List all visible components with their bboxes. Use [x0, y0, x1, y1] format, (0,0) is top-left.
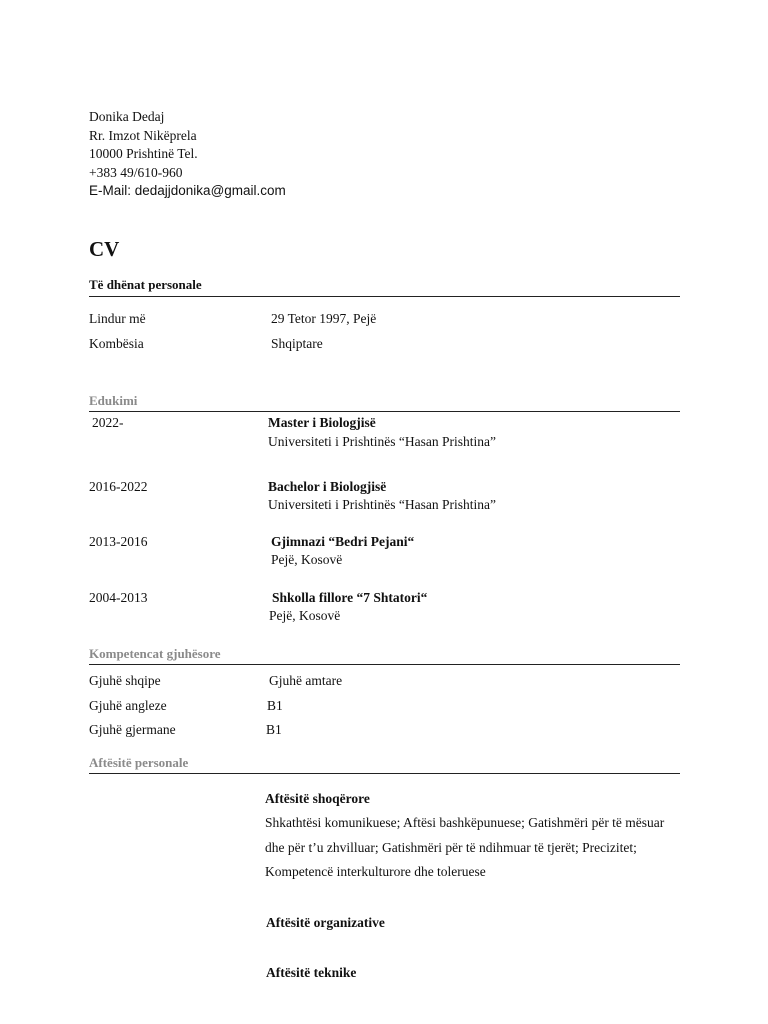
education-degree: Gjimnazi “Bedri Pejani“: [271, 534, 415, 549]
section-title-languages: Kompetencat gjuhësore: [89, 646, 221, 661]
contact-phone: +383 49/610-960: [89, 164, 183, 180]
education-place: Universiteti i Prishtinës “Hasan Prishtina”: [268, 497, 496, 512]
language-level: B1: [266, 722, 282, 737]
personal-label-birth: Lindur më: [89, 311, 146, 326]
education-years: 2004-2013: [89, 590, 148, 605]
language-label: Gjuhë gjermane: [89, 722, 176, 737]
language-level: B1: [267, 698, 283, 713]
section-title-skills: Aftësitë personale: [89, 755, 189, 770]
language-label: Gjuhë shqipe: [89, 673, 161, 688]
personal-label-nationality: Kombësia: [89, 336, 144, 351]
education-degree: Master i Biologjisë: [268, 415, 376, 430]
section-divider: [89, 296, 680, 297]
skills-organizational-title: Aftësitë organizative: [266, 915, 385, 930]
section-divider: [89, 411, 680, 412]
page-title: CV: [89, 237, 120, 261]
education-years: 2013-2016: [89, 534, 148, 549]
language-label: Gjuhë angleze: [89, 698, 167, 713]
education-place: Pejë, Kosovë: [271, 552, 343, 567]
education-degree: Bachelor i Biologjisë: [268, 479, 387, 494]
skills-social-line: Shkathtësi komunikuese; Aftësi bashkëpunuese; Gatishmëri për të mësuar: [265, 815, 665, 830]
skills-technical-title: Aftësitë teknike: [266, 965, 357, 980]
contact-email: E-Mail: dedajjdonika@gmail.com: [89, 183, 286, 199]
education-years: 2022-: [92, 415, 124, 430]
section-title-personal: Të dhënat personale: [89, 277, 202, 292]
skills-social-line: dhe për t’u zhvilluar; Gatishmëri për të ndihmuar të tjerët; Precizitet;: [265, 839, 637, 855]
skills-social-title: Aftësitë shoqërore: [265, 791, 370, 806]
contact-street: Rr. Imzot Nikëprela: [89, 127, 197, 143]
personal-value-nationality: Shqiptare: [271, 336, 323, 351]
section-divider: [89, 773, 680, 774]
education-degree: Shkolla fillore “7 Shtatori“: [272, 590, 428, 605]
personal-value-birth: 29 Tetor 1997, Pejë: [271, 311, 377, 326]
section-title-education: Edukimi: [89, 393, 138, 408]
education-place: Universiteti i Prishtinës “Hasan Prishtina”: [268, 434, 496, 449]
contact-city-tel: 10000 Prishtinë Tel.: [89, 146, 198, 162]
skills-social-text: [265, 811, 664, 885]
contact-name: Donika Dedaj: [89, 109, 165, 124]
skills-social-line: Kompetencë interkulturore dhe toleruese: [265, 864, 486, 879]
section-divider: [89, 664, 680, 665]
language-level: Gjuhë amtare: [269, 673, 343, 688]
contact-block: [89, 108, 286, 201]
education-place: Pejë, Kosovë: [269, 608, 341, 623]
education-years: 2016-2022: [89, 479, 148, 494]
